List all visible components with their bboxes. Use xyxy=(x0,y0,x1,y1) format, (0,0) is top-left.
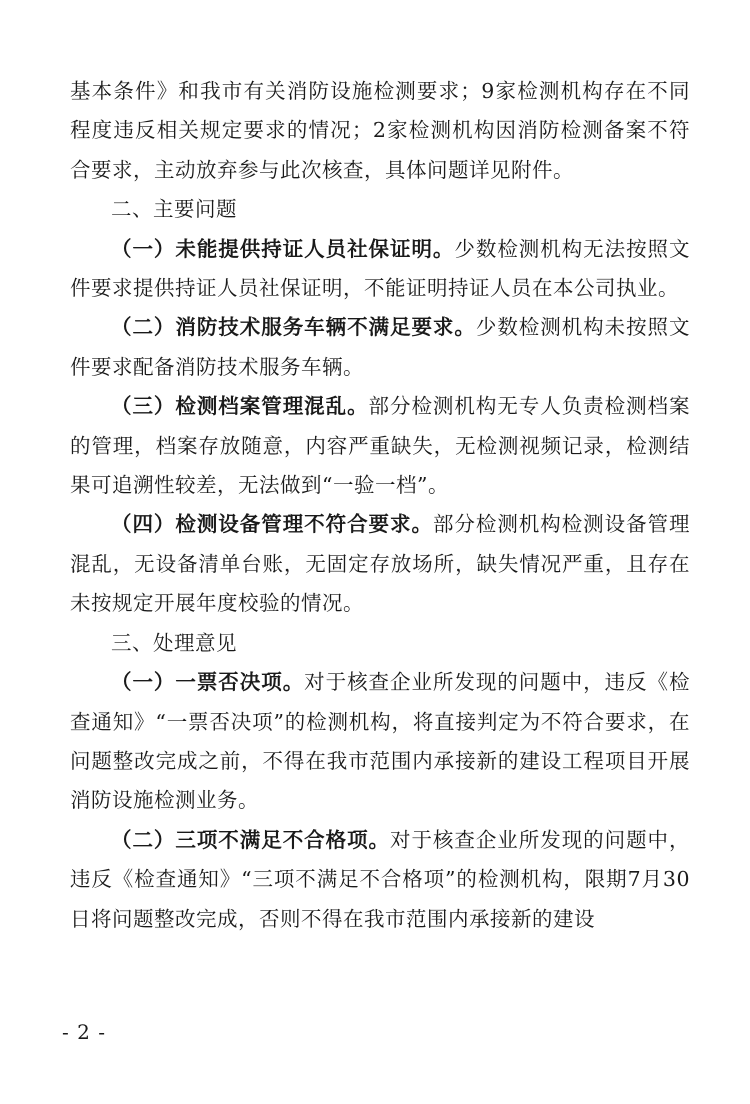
problem-item-2-text: 少数检测机构未按照文件要求配备消防技术服务车辆。 xyxy=(70,315,691,379)
intro-paragraph: 基本条件》和我市有关消防设施检测要求；9家检测机构存在不同程度违反相关规定要求的情况；2家检测机构因消防检测备案不符合要求，主动放弃参与此次核查，具体问题详见附件。 xyxy=(70,79,690,182)
page-number: - 2 - xyxy=(62,1020,106,1044)
section-heading-main-problems: 二、主要问题 xyxy=(111,197,237,222)
problem-item-3-text: 部分检测机构无专人负责检测档案的管理，档案存放随意，内容严重缺失，无检测视频记录，检测结果可追溯性较差，无法做到“一验一档”。 xyxy=(70,394,691,498)
problem-item-4-title: （四）检测设备管理不符合要求。 xyxy=(111,512,433,537)
opinion-item-2 xyxy=(70,821,690,939)
opinion-item-2-text: 对于核查企业所发现的问题中，违反《检查通知》“三项不满足不合格项”的检测机构，限期7月30日将问题整改完成，否则不得在我市范围内承接新的建设 xyxy=(70,827,690,931)
opinion-item-1-title: （一）一票否决项。 xyxy=(111,670,305,695)
problem-item-2-title: （二）消防技术服务车辆不满足要求。 xyxy=(111,315,476,340)
problem-item-3 xyxy=(70,387,690,505)
opinion-item-1-text: 对于核查企业所发现的问题中，违反《检查通知》“一票否决项”的检测机构，将直接判定为不符合要求，在问题整改完成之前，不得在我市范围内承接新的建设工程项目开展消防设施检测业务。 xyxy=(70,670,691,813)
section-heading-handling-opinions: 三、处理意见 xyxy=(111,630,237,655)
problem-item-1-text: 少数检测机构无法按照文件要求提供持证人员社保证明，不能证明持证人员在本公司执业。 xyxy=(70,236,691,301)
document-body xyxy=(70,72,690,939)
problem-item-2 xyxy=(70,308,690,387)
problem-item-1 xyxy=(70,230,690,309)
opinion-item-2-title: （二）三项不满足不合格项。 xyxy=(111,827,390,852)
opinion-item-1 xyxy=(70,663,690,821)
problem-item-4 xyxy=(70,505,690,623)
problem-item-1-title: （一）未能提供持证人员社保证明。 xyxy=(111,236,455,261)
problem-item-4-text: 部分检测机构检测设备管理混乱，无设备清单台账，无固定存放场所，缺失情况严重，且存在未按规定开展年度校验的情况。 xyxy=(70,512,691,616)
problem-item-3-title: （三）检测档案管理混乱。 xyxy=(111,394,369,419)
